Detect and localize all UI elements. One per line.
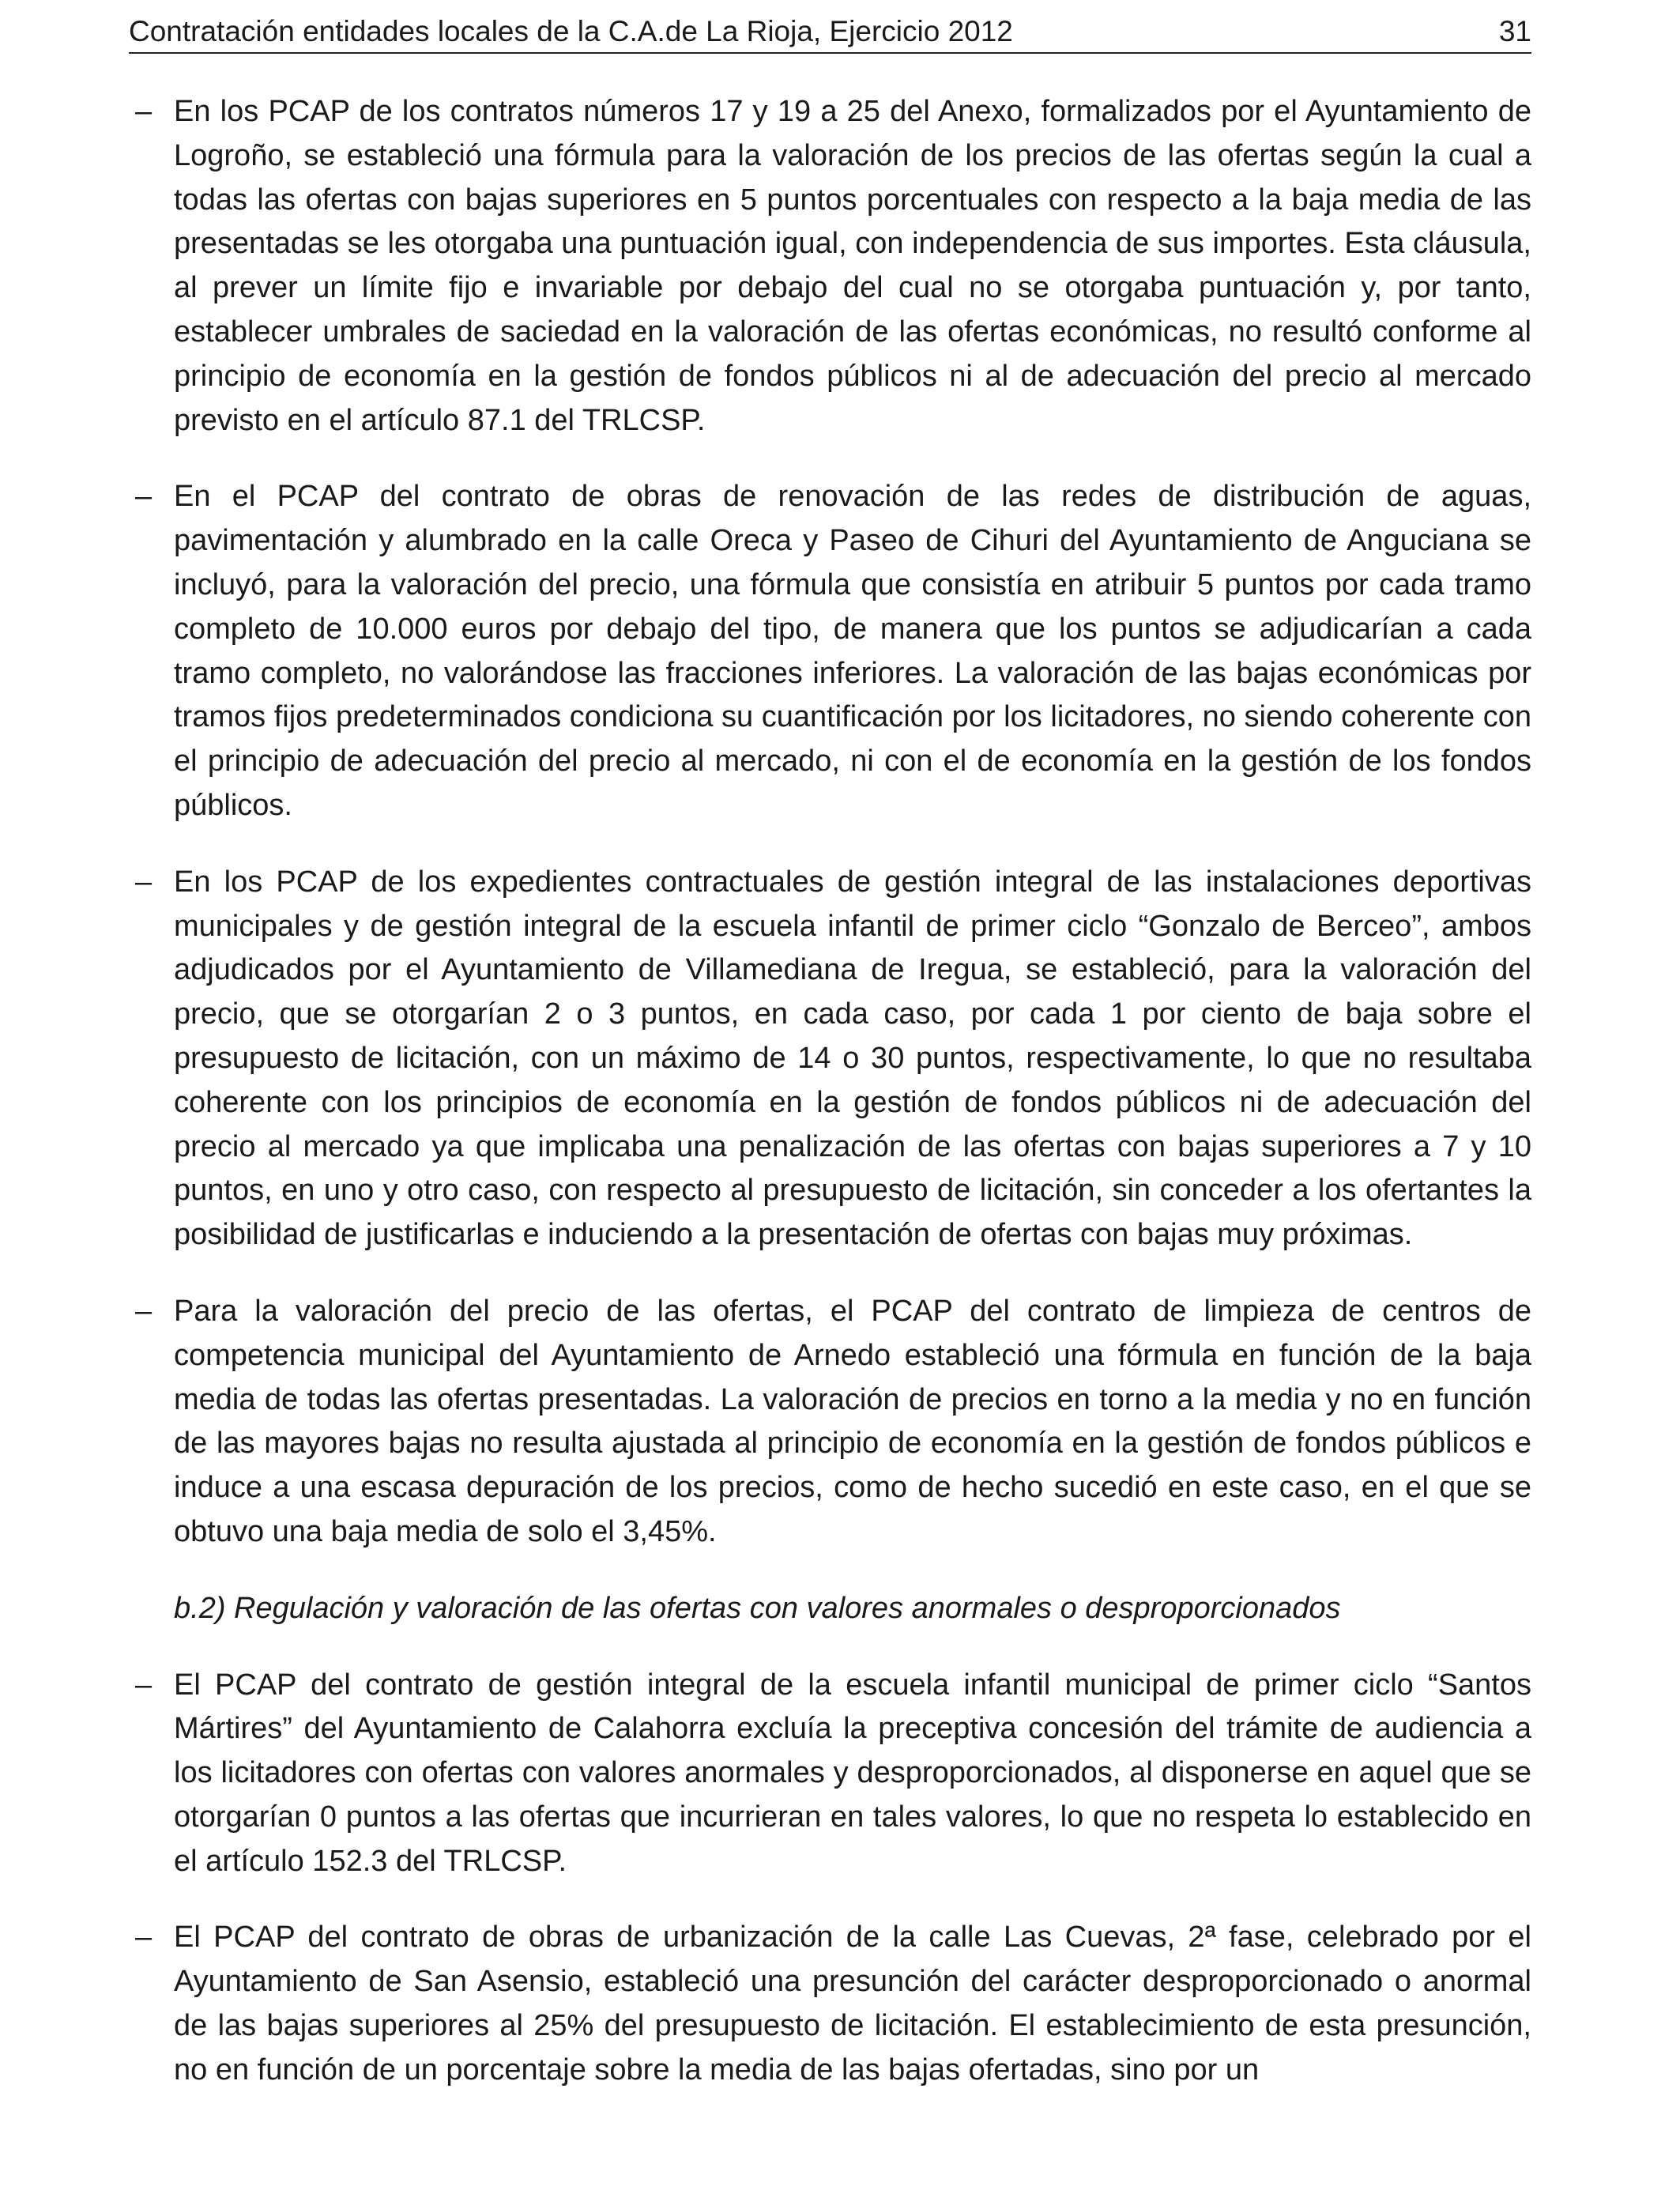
bullet-dash: – [135, 95, 153, 128]
bullet-dash: – [135, 865, 153, 899]
bullet-dash: – [135, 1921, 153, 1955]
paragraph-text: En los PCAP de los contratos números 17 y 19 a 25 del Anexo, formalizados por el Ayuntamiento de Logroño, se estableció una fórmula para la valoración de los precios de las ofertas según la cual a todas las ofertas con bajas superiores en 5 puntos porcentuales con respecto a la baja media de las presentadas se les otorgaba una puntuación igual, con independencia de sus importes. Esta cláusula, al prever un límite fijo e invariable por debajo del cual no se otorgaba puntuación y, por tanto, establecer umbrales de saciedad en la valoración de las ofertas económicas, no resultó conforme al principio de economía en la gestión de fondos públicos ni al de adecuación del precio al mercado previsto en el artículo 87.1 del TRLCSP. [174, 95, 1531, 437]
bullet-dash: – [135, 1294, 153, 1328]
list-item [129, 1290, 1531, 1555]
page-number: 31 [1498, 15, 1531, 47]
list-item [129, 1664, 1531, 1884]
list-item [129, 861, 1531, 1257]
paragraph-text: En el PCAP del contrato de obras de renovación de las redes de distribución de aguas, pavimentación y alumbrado en la calle Oreca y Paseo de Cihuri del Ayuntamiento de Anguciana se incluyó, para la valoración del precio, una fórmula que consistía en atribuir 5 puntos por cada tramo completo de 10.000 euros por debajo del tipo, de manera que los puntos se adjudicarían a cada tramo completo, no valorándose las fracciones inferiores. La valoración de las bajas económicas por tramos fijos predeterminados condiciona su cuantificación por los licitadores, no siendo coherente con el principio de adecuación del precio al mercado, ni con el de economía en la gestión de los fondos públicos. [174, 480, 1531, 822]
paragraph-text: El PCAP del contrato de gestión integral de la escuela infantil municipal de primer ciclo “Santos Mártires” del Ayuntamiento de Calahorra excluía la preceptiva concesión del trámite de audiencia a los licitadores con ofertas con valores anormales y desproporcionados, al disponerse en aquel que se otorgarían 0 puntos a las ofertas que incurrieran en tales valores, lo que no respeta lo establecido en el artículo 152.3 del TRLCSP. [174, 1668, 1531, 1878]
page-header [129, 11, 1531, 54]
list-item [129, 475, 1531, 827]
bullet-dash: – [135, 480, 153, 514]
list-item [129, 90, 1531, 443]
document-body [129, 90, 1531, 2125]
bullet-dash: – [135, 1668, 153, 1702]
document-title: Contratación entidades locales de la C.A.de La Rioja, Ejercicio 2012 [129, 15, 1013, 47]
paragraph-text: Para la valoración del precio de las ofertas, el PCAP del contrato de limpieza de centros de competencia municipal del Ayuntamiento de Arnedo estableció una fórmula en función de la baja media de todas las ofertas presentadas. La valoración de precios en torno a la media y no en función de las mayores bajas no resulta ajustada al principio de economía en la gestión de fondos públicos e induce a una escasa depuración de los precios, como de hecho sucedió en este caso, en el que se obtuvo una baja media de solo el 3,45%. [174, 1294, 1531, 1548]
paragraph-text: En los PCAP de los expedientes contractuales de gestión integral de las instalaciones deportivas municipales y de gestión integral de la escuela infantil de primer ciclo “Gonzalo de Berceo”, ambos adjudicados por el Ayuntamiento de Villamediana de Iregua, se estableció, para la valoración del precio, que se otorgarían 2 o 3 puntos, en cada caso, por cada 1 por ciento de baja sobre el presupuesto de licitación, con un máximo de 14 o 30 puntos, respectivamente, lo que no resultaba coherente con los principios de economía en la gestión de fondos públicos ni de adecuación del precio al mercado ya que implicaba una penalización de las ofertas con bajas superiores a 7 y 10 puntos, en uno y otro caso, con respecto al presupuesto de licitación, sin conceder a los ofertantes la posibilidad de justificarlas e induciendo a la presentación de ofertas con bajas muy próximas. [174, 865, 1531, 1252]
paragraph-text: El PCAP del contrato de obras de urbanización de la calle Las Cuevas, 2ª fase, celebrado por el Ayuntamiento de San Asensio, estableció una presunción del carácter desproporcionado o anormal de las bajas superiores al 25% del presupuesto de licitación. El establecimiento de esta presunción, no en función de un porcentaje sobre la media de las bajas ofertadas, sino por un [174, 1921, 1531, 2087]
section-subheading: b.2) Regulación y valoración de las ofertas con valores anormales o desproporcionados [174, 1591, 1341, 1625]
list-item [129, 1916, 1531, 2092]
